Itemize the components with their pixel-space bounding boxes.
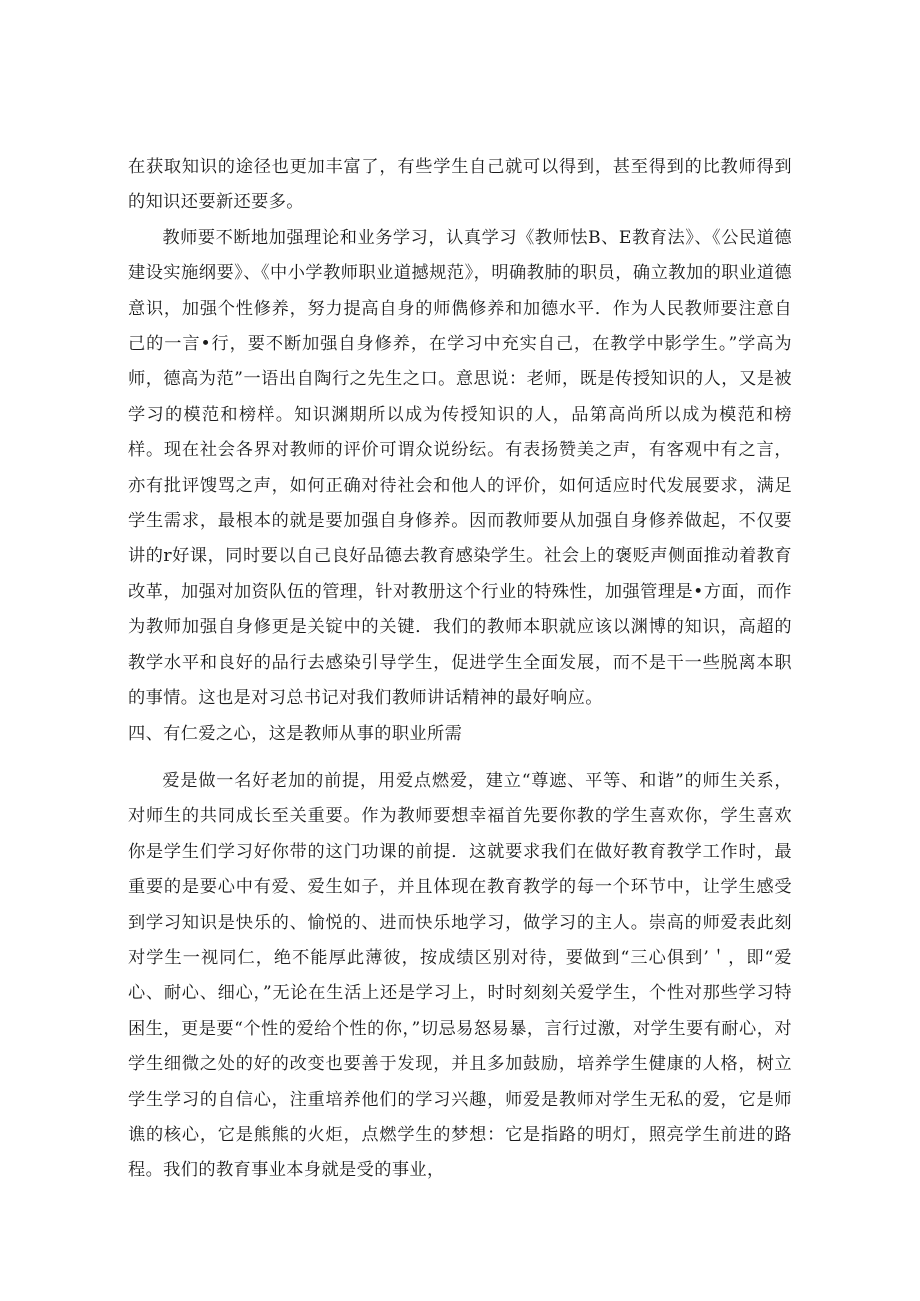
section-heading: 四、有仁爱之心，这是教师从事的职业所需 [128, 723, 463, 744]
paragraph-continued: 在获取知识的途径也更加丰富了，有些学生自己就可以得到，甚至得到的比教师得到的知识还要新还要多。 [128, 157, 792, 213]
paragraph-love: 爱是做一名好老加的前提，用爱点燃爱，建立“尊遮、平等、和谐”的师生关系，对师生的共同成长至关重要。作为教师要想幸福首先要你教的学生喜欢你，学生喜欢你是学生们学习好你带的这门功课的前提．这就要求我们在做好教育教学工作时，最重要的是要心中有爱、爱生如子，并且体现在教育教学的每一个环节中，让学生感受到学习知识是快乐的、愉悦的、进而快乐地学习，做学习的主人。崇高的师爱表此刻对学生一视同仁，绝不能厚此薄彼，按成绩区别对待，要做到“三心俱到’＇，即“爱心、耐心、细心，”无论在生活上还是学习上，时时刻刻关爱学生，个性对那些学习特困生，更是要“个性的爱给个性的你，”切忌易怒易暴，言行过激，对学生要有耐心，对学生细微之处的好的改变也要善于发现，并且多加鼓励，培养学生健康的人格，树立学生学习的自信心，注重培养他们的学习兴趣，师爱是教师对学生无私的爱，它是师谯的核心，它是熊熊的火炬，点燃学生的梦想：它是指路的明灯，照亮学生前进的路程。我们的教育事业本身就是受的事业， [128, 770, 792, 1181]
paragraph-self-cultivation: 教师要不断地加强理论和业务学习，认真学习《教师怯B、E教育法》、《公民道德建设实施纲要》、《中小学教师职业道撼规范》，明确教肺的职员，确立教加的职业道德意识，加强个性修养，努力提高自身的师儁修养和加德水平．作为人民教师要注意自己的一言•行，要不断加强自身修养，在学习中充实自己，在教学中影学生。”学高为师，德高为范”一语出自陶行之先生之口。意思说：老师，既是传授知识的人，又是被学习的模范和榜样。知识渊期所以成为传授知识的人，品第高尚所以成为模范和榜样。现在社会各界对教师的评价可谓众说纷纭。有表扬赞美之声，有客观中有之言，亦有批评馊骂之声，如何正确对待社会和他人的评价，如何适应时代发展要求，满足学生需求，最根本的就是要加强自身修养。因而教师要从加强自身修养做起，不仅要讲的r好课，同时要以自己良好品德去教育感染学生。社会上的褒贬声侧面推动着教育改革，加强对加资队伍的管理，针对教册这个行业的特殊性，加强管理是•方面，而作为教师加强自身修更是关锭中的关键．我们的教师本职就应该以渊博的知识，高超的教学水平和良好的品行去感染引导学生，促进学生全面发展，而不是干一些脱离本职的事情。这也是对习总书记对我们教师讲话精神的最好响应。 [128, 227, 792, 709]
spacer [128, 752, 792, 764]
document-page [128, 150, 792, 1189]
